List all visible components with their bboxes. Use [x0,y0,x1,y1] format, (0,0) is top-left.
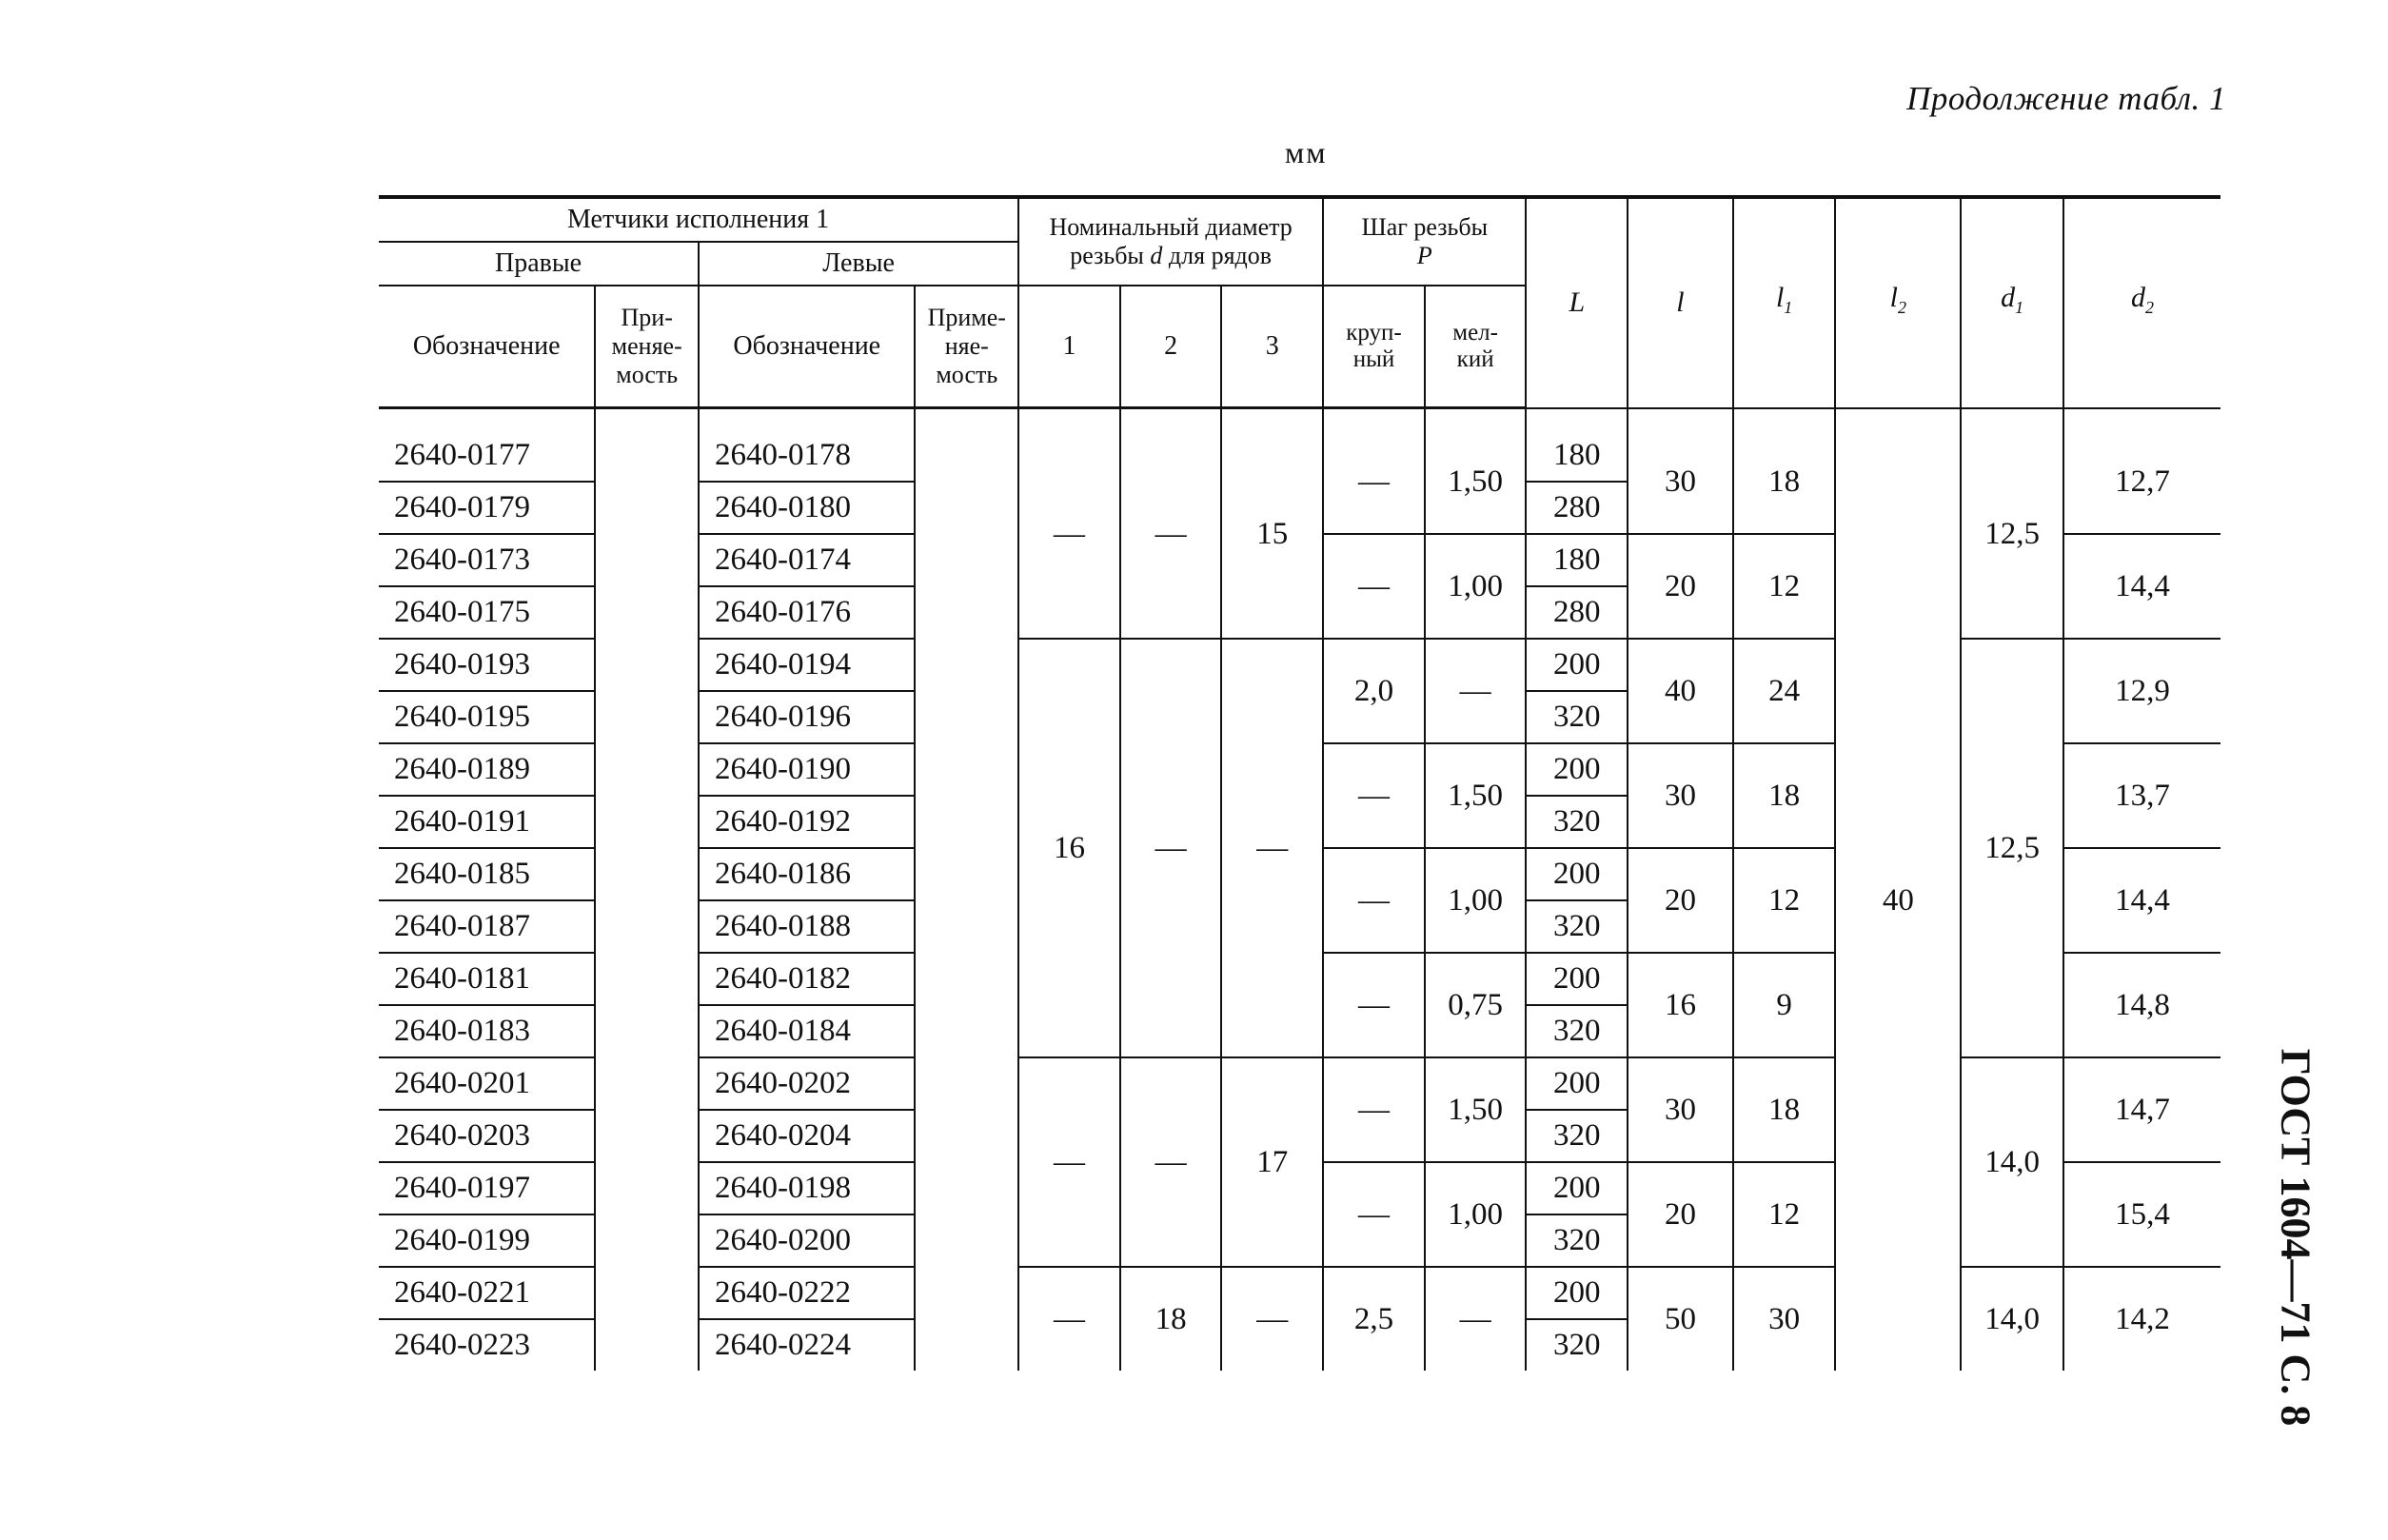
spacer-row [379,408,2220,431]
designation-right: 2640-0187 [379,900,595,953]
header-pitch-coarse: круп- ный [1323,286,1425,408]
designation-left: 2640-0192 [699,796,915,848]
header-row-3: 3 [1221,286,1323,408]
header-d1 [1961,197,2063,408]
length-L: 200 [1526,1057,1628,1110]
length-L: 200 [1526,639,1628,691]
designation-right: 2640-0173 [379,534,595,586]
length-L: 320 [1526,796,1628,848]
pitch-coarse: — [1323,1057,1425,1162]
length-l1: 18 [1733,743,1836,848]
spacer-cell [1221,408,1323,431]
spacer-cell [1018,408,1120,431]
diameter-row-2: — [1120,639,1222,1057]
header-nominal-diameter-text: Номинальный диаметр резьбы d для рядов [1049,213,1293,269]
header-designation-right: Обозначение [379,286,595,408]
diameter-d1: 14,0 [1961,1267,2063,1371]
length-l1: 18 [1733,1057,1836,1162]
applicability-left [915,796,1018,848]
applicability-right [595,743,699,796]
header-designation-left: Обозначение [699,286,915,408]
applicability-right [595,586,699,639]
designation-right: 2640-0221 [379,1267,595,1319]
applicability-left [915,586,1018,639]
pitch-coarse: — [1323,743,1425,848]
length-l1: 12 [1733,1162,1836,1267]
length-l1: 24 [1733,639,1836,743]
header-d1-base: d [2001,282,2016,314]
length-L: 200 [1526,848,1628,900]
designation-right: 2640-0181 [379,953,595,1005]
applicability-left [915,639,1018,691]
length-L: 320 [1526,900,1628,953]
length-L: 280 [1526,586,1628,639]
length-L: 200 [1526,953,1628,1005]
length-L: 200 [1526,1162,1628,1214]
spacer-cell [379,408,595,431]
header-l2-sub: 2 [1898,298,1906,318]
length-l: 30 [1628,430,1733,534]
designation-left: 2640-0178 [699,430,915,482]
designation-right: 2640-0179 [379,482,595,534]
length-l1: 18 [1733,430,1836,534]
pitch-coarse: 2,0 [1323,639,1425,743]
pitch-coarse: — [1323,953,1425,1057]
applicability-left [915,430,1018,482]
header-d1-sub: 1 [2015,298,2024,318]
designation-left: 2640-0196 [699,691,915,743]
header-pitch-text: Шаг резьбы P [1361,213,1489,269]
spacer-cell [595,408,699,431]
diameter-row-2: — [1120,1057,1222,1267]
designation-left: 2640-0180 [699,482,915,534]
designation-right: 2640-0183 [379,1005,595,1057]
table-row [379,430,2220,482]
pitch-coarse: 2,5 [1323,1267,1425,1371]
units-label: мм [1285,135,1328,169]
header-l: l [1628,197,1733,408]
spacer-cell [1425,408,1527,431]
designation-left: 2640-0176 [699,586,915,639]
diameter-row-3: — [1221,639,1323,1057]
length-l: 16 [1628,953,1733,1057]
applicability-left [915,743,1018,796]
header-pitch [1323,197,1526,286]
designation-left: 2640-0190 [699,743,915,796]
length-l2: 40 [1835,430,1961,1371]
designation-left: 2640-0184 [699,1005,915,1057]
applicability-left [915,534,1018,586]
diameter-d2: 14,4 [2063,534,2220,639]
pitch-fine: 1,50 [1425,430,1527,534]
diameter-row-1: — [1018,1267,1120,1371]
applicability-left [915,848,1018,900]
designation-right: 2640-0193 [379,639,595,691]
applicability-left [915,482,1018,534]
diameter-d2: 14,4 [2063,848,2220,953]
designation-left: 2640-0222 [699,1267,915,1319]
spacer-cell [1961,408,2063,431]
length-L: 180 [1526,430,1628,482]
designation-right: 2640-0191 [379,796,595,848]
designation-right: 2640-0201 [379,1057,595,1110]
diameter-d2: 15,4 [2063,1162,2220,1267]
designation-left: 2640-0202 [699,1057,915,1110]
diameter-d2: 14,8 [2063,953,2220,1057]
applicability-left [915,1057,1018,1110]
header-right-taps: Правые [379,242,699,286]
applicability-right [595,691,699,743]
pitch-fine: 1,00 [1425,1162,1527,1267]
applicability-left [915,900,1018,953]
header-pitch-fine: мел- кий [1425,286,1527,408]
length-l1: 9 [1733,953,1836,1057]
length-L: 180 [1526,534,1628,586]
applicability-left [915,1162,1018,1214]
spacer-cell [915,408,1018,431]
applicability-right [595,1110,699,1162]
gost-number: ГОСТ 1604—71 С. 8 [2272,1048,2319,1427]
diameter-row-3: 15 [1221,430,1323,639]
applicability-left [915,1110,1018,1162]
diameter-d2: 14,2 [2063,1267,2220,1371]
spacer-cell [1733,408,1836,431]
header-l1-sub: 1 [1784,298,1793,318]
diameter-row-1: — [1018,1057,1120,1267]
pitch-fine: 1,50 [1425,1057,1527,1162]
applicability-right [595,953,699,1005]
designation-left: 2640-0198 [699,1162,915,1214]
table-body [379,408,2220,1372]
header-applicability-left: Приме- няе- мость [915,286,1018,408]
applicability-right [595,430,699,482]
applicability-right [595,796,699,848]
length-L: 320 [1526,691,1628,743]
diameter-d1: 12,5 [1961,430,2063,639]
header-L: L [1526,197,1628,408]
diameter-d2: 13,7 [2063,743,2220,848]
header-l2-base: l [1889,282,1898,314]
pitch-coarse: — [1323,430,1425,534]
taps-table [379,195,2220,1371]
continuation-caption: Продолжение табл. 1 [1906,80,2226,117]
length-l: 50 [1628,1267,1733,1371]
header-l1 [1733,197,1836,408]
header-d2-base: d [2130,282,2145,314]
pitch-coarse: — [1323,1162,1425,1267]
length-l: 30 [1628,743,1733,848]
length-l1: 12 [1733,534,1836,639]
designation-right: 2640-0223 [394,1328,530,1362]
applicability-right [595,534,699,586]
length-L: 280 [1526,482,1628,534]
designation-left: 2640-0174 [699,534,915,586]
diameter-row-1: 16 [1018,639,1120,1057]
applicability-right [595,1162,699,1214]
designation-right: 2640-0189 [379,743,595,796]
diameter-d2: 14,7 [2063,1057,2220,1162]
pitch-fine: 1,00 [1425,534,1527,639]
applicability-right [595,1319,699,1371]
spacer-cell [1323,408,1425,431]
side-page-label [2248,1037,2343,1437]
header-nominal-diameter [1018,197,1323,286]
spacer-cell [1628,408,1733,431]
applicability-left [915,1267,1018,1319]
designation-left: 2640-0204 [699,1110,915,1162]
length-L: 320 [1526,1319,1628,1371]
designation-right: 2640-0199 [379,1214,595,1267]
table-header [379,197,2220,408]
diameter-row-1: — [1018,430,1120,639]
length-L: 200 [1526,1267,1628,1319]
header-left-taps: Левые [699,242,1018,286]
length-L: 320 [1526,1005,1628,1057]
spacer-cell [699,408,915,431]
diameter-d1: 12,5 [1961,639,2063,1057]
applicability-right [595,1267,699,1319]
spacer-cell [1526,408,1628,431]
applicability-right [595,1057,699,1110]
applicability-left [915,1214,1018,1267]
length-l1: 30 [1733,1267,1836,1371]
length-l1: 12 [1733,848,1836,953]
header-d2 [2063,197,2220,408]
diameter-row-3: 17 [1221,1057,1323,1267]
header-d2-sub: 2 [2144,298,2154,318]
pitch-coarse: — [1323,534,1425,639]
applicability-left [915,691,1018,743]
designation-right: 2640-0203 [379,1110,595,1162]
designation-left: 2640-0182 [699,953,915,1005]
length-l: 40 [1628,639,1733,743]
designation-right: 2640-0197 [379,1162,595,1214]
pitch-fine: 0,75 [1425,953,1527,1057]
applicability-left [915,1005,1018,1057]
diameter-row-2: — [1120,430,1222,639]
header-applicability-right: При- меняе- мость [595,286,699,408]
designation-right: 2640-0177 [379,430,595,482]
diameter-row-3: — [1221,1267,1323,1371]
designation-left: 2640-0186 [699,848,915,900]
diameter-row-2: 18 [1120,1267,1222,1371]
designation-left: 2640-0188 [699,900,915,953]
designation-right: 2640-0175 [379,586,595,639]
length-L: 320 [1526,1110,1628,1162]
pitch-fine: — [1425,639,1527,743]
diameter-d1: 14,0 [1961,1057,2063,1267]
designation-right: 2640-0195 [379,691,595,743]
header-l1-base: l [1775,282,1785,314]
designation-right: 2640-0185 [379,848,595,900]
applicability-right [595,900,699,953]
applicability-right [595,1005,699,1057]
designation-left: 2640-0200 [699,1214,915,1267]
length-l: 20 [1628,534,1733,639]
length-L: 200 [1526,743,1628,796]
pitch-coarse: — [1323,848,1425,953]
length-l: 20 [1628,1162,1733,1267]
length-L: 320 [1526,1214,1628,1267]
applicability-left [915,953,1018,1005]
spacer-cell [1120,408,1222,431]
diameter-d2: 12,9 [2063,639,2220,743]
designation-left: 2640-0224 [699,1319,915,1371]
header-row-1: 1 [1018,286,1120,408]
length-l: 20 [1628,848,1733,953]
header-group-title: Метчики исполнения 1 [379,197,1018,242]
header-l2 [1835,197,1961,408]
header-row-2: 2 [1120,286,1222,408]
applicability-right [595,1214,699,1267]
applicability-right [595,482,699,534]
applicability-left [915,1319,1018,1371]
designation-left: 2640-0194 [699,639,915,691]
spacer-cell [2063,408,2220,431]
applicability-right [595,848,699,900]
spacer-cell [1835,408,1961,431]
pitch-fine: — [1425,1267,1527,1371]
pitch-fine: 1,00 [1425,848,1527,953]
diameter-d2: 12,7 [2063,430,2220,534]
pitch-fine: 1,50 [1425,743,1527,848]
applicability-right [595,639,699,691]
length-l: 30 [1628,1057,1733,1162]
